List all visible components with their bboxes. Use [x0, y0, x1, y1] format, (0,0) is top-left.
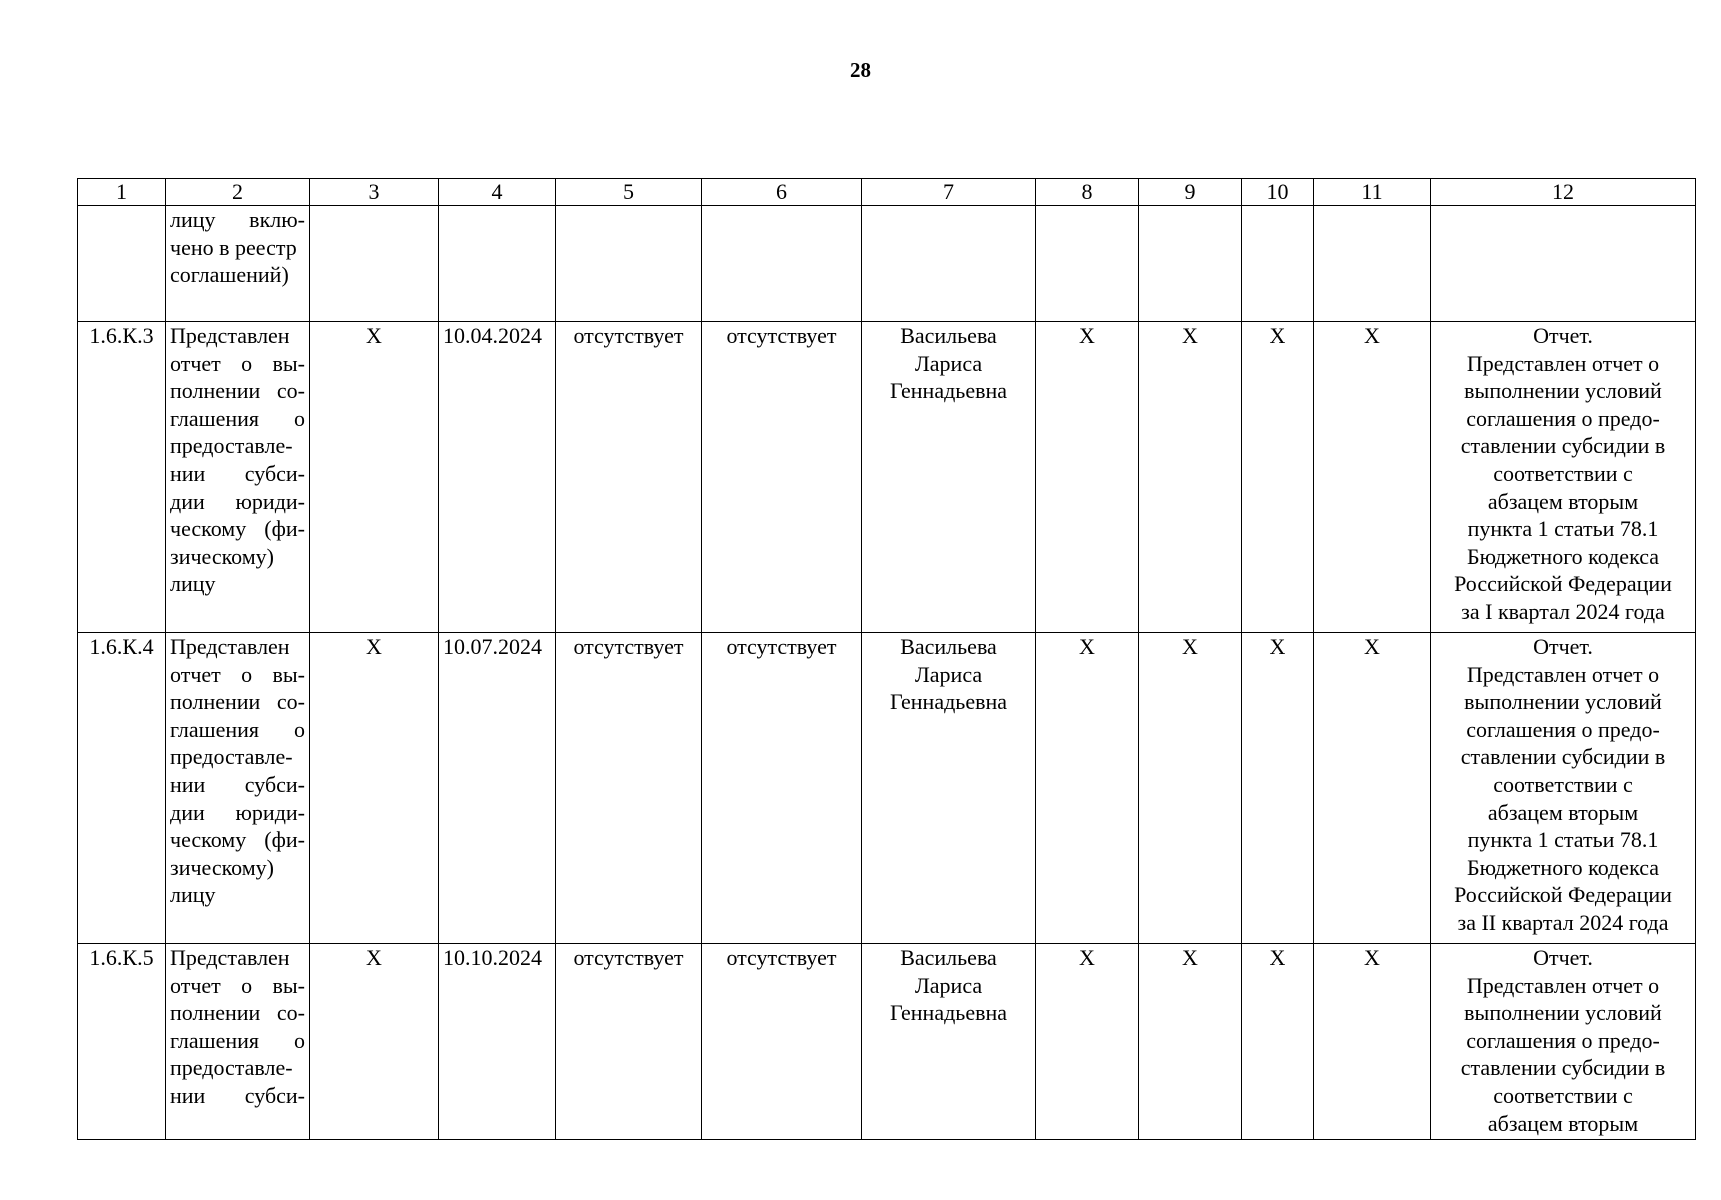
description-line: Представлен	[170, 634, 290, 659]
mark-cell: X	[1139, 633, 1242, 944]
mark-cell: X	[1242, 944, 1314, 1140]
result-line: соответствии с	[1493, 1082, 1633, 1108]
result-line: соответствии с	[1493, 771, 1633, 797]
mark-cell: X	[1036, 633, 1139, 944]
result-cell	[1431, 633, 1696, 944]
table-cell	[78, 206, 166, 322]
description-line: дии юриди-	[170, 488, 305, 514]
description-line: предоставле-	[170, 1055, 293, 1081]
result-line: Представлен отчет о	[1466, 350, 1660, 376]
responsible-line: Васильева	[900, 634, 997, 659]
table-row	[78, 633, 1696, 944]
responsible-line: Васильева	[900, 945, 997, 970]
status-cell: отсутствует	[556, 633, 702, 944]
responsible-line: Геннадьевна	[889, 378, 1008, 404]
mark-cell: X	[1036, 944, 1139, 1140]
description-cell	[166, 206, 310, 322]
description-line: лицу вклю-	[170, 207, 305, 232]
responsible-line: Лариса	[914, 661, 983, 687]
description-line: глашения о	[170, 1027, 305, 1053]
result-line: ставлении субсидии в	[1460, 744, 1666, 770]
table-cell	[862, 206, 1036, 322]
row-number: 1.6.К.3	[78, 322, 166, 633]
date-cell: 10.04.2024	[439, 322, 556, 633]
description-line: глашения о	[170, 405, 305, 431]
mark-cell: X	[1314, 633, 1431, 944]
description-line: ческому (фи-	[170, 827, 305, 853]
header-cell: 3	[310, 179, 439, 206]
status-cell: отсутствует	[556, 944, 702, 1140]
header-cell: 7	[862, 179, 1036, 206]
result-line: Российской Федерации	[1454, 571, 1672, 597]
responsible-cell	[862, 633, 1036, 944]
result-line: Отчет.	[1533, 945, 1593, 970]
date-cell: 10.10.2024	[439, 944, 556, 1140]
description-cell	[166, 322, 310, 633]
description-line: полнении со-	[170, 1000, 305, 1026]
description-line: нии субси-	[170, 771, 305, 797]
description-cell	[166, 633, 310, 944]
table-row	[78, 944, 1696, 1140]
mark-cell: X	[1242, 633, 1314, 944]
description-line: лицу	[170, 882, 216, 908]
mark-cell: X	[1139, 322, 1242, 633]
status-cell: отсутствует	[702, 322, 862, 633]
result-line: Представлен отчет о	[1466, 972, 1660, 998]
result-line: Бюджетного кодекса	[1466, 543, 1660, 569]
description-line: отчет о вы-	[170, 350, 305, 376]
header-cell: 2	[166, 179, 310, 206]
responsible-line: Геннадьевна	[889, 1000, 1008, 1026]
result-line: за II квартал 2024 года	[1457, 909, 1669, 935]
header-cell: 10	[1242, 179, 1314, 206]
result-line: Отчет.	[1533, 323, 1593, 348]
table-cell	[1314, 206, 1431, 322]
table-cell	[1036, 206, 1139, 322]
result-line: за I квартал 2024 года	[1461, 598, 1665, 624]
responsible-line: Васильева	[900, 323, 997, 348]
result-line: выполнении условий	[1464, 1000, 1662, 1026]
header-cell: 6	[702, 179, 862, 206]
mark-cell: X	[1314, 944, 1431, 1140]
responsible-cell	[862, 944, 1036, 1140]
header-cell: 1	[78, 179, 166, 206]
mark-cell: X	[1314, 322, 1431, 633]
continuation-row	[78, 206, 1696, 322]
description-line: полнении со-	[170, 689, 305, 715]
result-line: соответствии с	[1493, 460, 1633, 486]
description-line: лицу	[170, 571, 216, 597]
result-line: ставлении субсидии в	[1460, 1055, 1666, 1081]
table-cell	[1431, 206, 1696, 322]
result-line: соглашения о предо-	[1466, 1027, 1660, 1053]
header-cell: 9	[1139, 179, 1242, 206]
description-line: предоставле-	[170, 744, 293, 770]
description-line: предоставле-	[170, 433, 293, 459]
responsible-line: Лариса	[914, 972, 983, 998]
mark-cell: X	[1139, 944, 1242, 1140]
result-line: соглашения о предо-	[1466, 716, 1660, 742]
table-cell	[556, 206, 702, 322]
header-cell: 11	[1314, 179, 1431, 206]
result-cell	[1431, 322, 1696, 633]
description-line: Представлен	[170, 323, 290, 348]
mark-cell: X	[310, 944, 439, 1140]
status-cell: отсутствует	[702, 944, 862, 1140]
description-line: отчет о вы-	[170, 661, 305, 687]
description-line: нии субси-	[170, 1082, 305, 1108]
header-row	[78, 179, 1696, 206]
table-cell	[439, 206, 556, 322]
header-cell: 8	[1036, 179, 1139, 206]
result-line: Российской Федерации	[1454, 882, 1672, 908]
status-cell: отсутствует	[556, 322, 702, 633]
description-line: нии субси-	[170, 460, 305, 486]
result-line: пункта 1 статьи 78.1	[1467, 516, 1659, 542]
result-line: выполнении условий	[1464, 689, 1662, 715]
result-line: ставлении субсидии в	[1460, 433, 1666, 459]
description-line: чено в реестр	[170, 234, 297, 260]
table-cell	[1242, 206, 1314, 322]
mark-cell: X	[310, 633, 439, 944]
table-cell	[310, 206, 439, 322]
row-number: 1.6.К.5	[78, 944, 166, 1140]
result-line: абзацем вторым	[1487, 799, 1639, 825]
description-line: соглашений)	[170, 262, 289, 288]
description-line: зическому)	[170, 543, 275, 569]
description-cell	[166, 944, 310, 1140]
result-line: Отчет.	[1533, 634, 1593, 659]
row-number: 1.6.К.4	[78, 633, 166, 944]
table-cell	[1139, 206, 1242, 322]
header-cell: 5	[556, 179, 702, 206]
table-cell	[702, 206, 862, 322]
result-line: Бюджетного кодекса	[1466, 854, 1660, 880]
responsible-line: Геннадьевна	[889, 689, 1008, 715]
responsible-cell	[862, 322, 1036, 633]
responsible-line: Лариса	[914, 350, 983, 376]
result-line: пункта 1 статьи 78.1	[1467, 827, 1659, 853]
mark-cell: X	[310, 322, 439, 633]
result-line: абзацем вторым	[1487, 1110, 1639, 1136]
description-line: отчет о вы-	[170, 972, 305, 998]
page-number: 28	[850, 58, 871, 82]
date-cell: 10.07.2024	[439, 633, 556, 944]
mark-cell: X	[1242, 322, 1314, 633]
description-line: зическому)	[170, 854, 275, 880]
header-cell: 4	[439, 179, 556, 206]
mark-cell: X	[1036, 322, 1139, 633]
description-line: дии юриди-	[170, 799, 305, 825]
header-cell: 12	[1431, 179, 1696, 206]
description-line: глашения о	[170, 716, 305, 742]
status-cell: отсутствует	[702, 633, 862, 944]
description-line: ческому (фи-	[170, 516, 305, 542]
description-line: Представлен	[170, 945, 290, 970]
result-line: соглашения о предо-	[1466, 405, 1660, 431]
table-row	[78, 322, 1696, 633]
control-points-table	[77, 178, 1696, 1140]
description-line: полнении со-	[170, 378, 305, 404]
result-line: абзацем вторым	[1487, 488, 1639, 514]
result-line: выполнении условий	[1464, 378, 1662, 404]
result-cell	[1431, 944, 1696, 1140]
result-line: Представлен отчет о	[1466, 661, 1660, 687]
